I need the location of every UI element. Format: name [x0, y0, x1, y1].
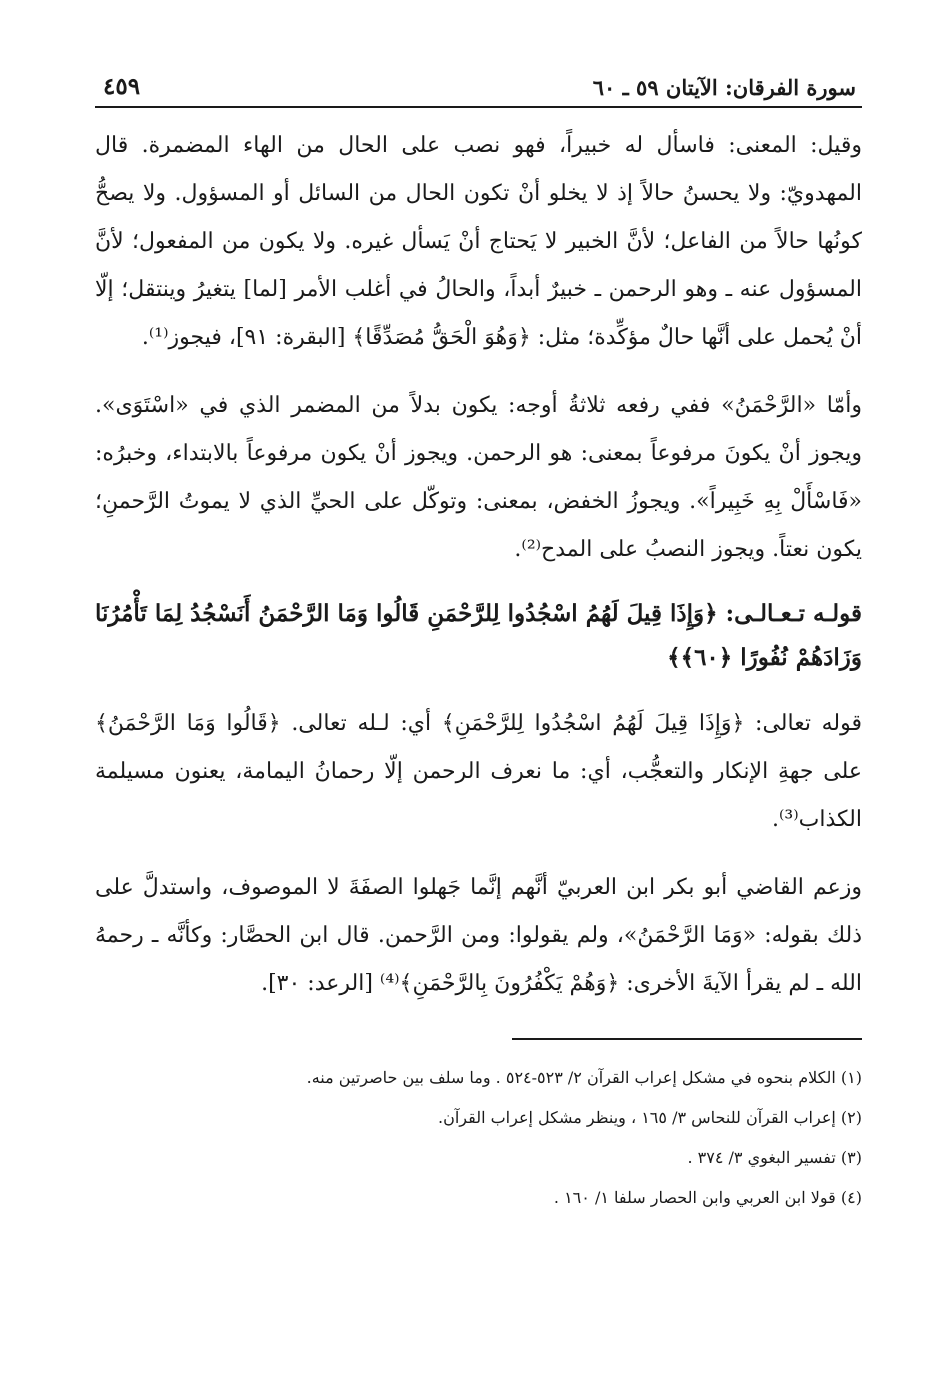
footnote-4: (٤) قولا ابن العربي وابن الحصار سلفا ١/ ١٦٠ . [553, 1188, 862, 1207]
paragraph-1: وقيل: المعنى: فاسأل له خبيراً، فهو نصب على الحال من الهاء المضمرة. قال المهدويّ: ولا يحسنُ حالاً إذ لا يخلو أنْ تكون الحال من السائل أو المسؤول. ولا يصحُّ كونُها حالاً من الفاعل؛ لأنَّ الخبير لا يَحتاج أنْ يَسأل غيره. ولا يكون من المفعول؛ لأنَّ المسؤول عنه ـ وهو الرحمن ـ خبيرٌ أبداً، والحالُ في أغلب الأمر [لما] يتغيرُ وينتقل؛ إلّا أنْ يُحمل على أنَّها حالٌ مؤكِّدة؛ مثل: ﴿وَهُوَ الْحَقُّ مُصَدِّقًا﴾ [البقرة: ٩١]، فيجوز⁽¹⁾. [95, 133, 862, 350]
verse-lead: قولـه تـعـالـى: [725, 600, 862, 627]
verse-heading [95, 592, 862, 680]
main-text [95, 122, 862, 1008]
footnotes [95, 1058, 862, 1218]
page-header [95, 60, 862, 108]
page-number: ٤٥٩ [103, 73, 141, 100]
paragraph-3: قوله تعالى: ﴿وَإِذَا قِيلَ لَهُمُ اسْجُدُوا لِلرَّحْمَنِ﴾ أي: لـله تعالى. ﴿قَالُوا وَمَا الرَّحْمَنُ﴾ على جهةِ الإنكار والتعجُّب، أي: ما نعرف الرحمن إلّا رحمانُ اليمامة، يعنون مسيلمة الكذاب⁽³⁾. [95, 711, 862, 832]
paragraph-2: وأمّا «الرَّحْمَنُ» ففي رفعه ثلاثةُ أوجه: يكون بدلاً من المضمر الذي في «اسْتَوَى». ويجوز أنْ يكونَ مرفوعاً بمعنى: هو الرحمن. ويجوز أنْ يكون مرفوعاً بالابتداء، وخبرُه: «فَاسْأَلْ بِهِ خَبِيراً». ويجوزُ الخفض، بمعنى: وتوكّل على الحيِّ الذي لا يموتُ الرَّحمنِ؛ يكون نعتاً. ويجوز النصبُ على المدح⁽²⁾. [95, 393, 862, 562]
footnote-1: (١) الكلام بنحوه في مشكل إعراب القرآن ٢/ ٥٢٣-٥٢٤ . وما سلف بين حاصرتين منه. [306, 1068, 862, 1087]
footnote-separator [512, 1038, 862, 1040]
footnote-3: (٣) تفسير البغوي ٣/ ٣٧٤ . [687, 1148, 862, 1167]
footnote-2: (٢) إعراب القرآن للنحاس ٣/ ١٦٥ ، وينظر مشكل إعراب القرآن. [438, 1108, 862, 1127]
running-title: سورة الفرقان: الآيتان ٥٩ ـ ٦٠ [592, 75, 856, 100]
verse-text: ﴿وَإِذَا قِيلَ لَهُمُ اسْجُدُوا لِلرَّحْمَنِ قَالُوا وَمَا الرَّحْمَنُ أَنَسْجُدُ لِمَا تَأْمُرُنَا وَزَادَهُمْ نُفُورًا ﴿٦٠﴾﴾ [95, 600, 862, 671]
paragraph-4: وزعم القاضي أبو بكر ابن العربيّ أنَّهم إنَّما جَهلوا الصفَةَ لا الموصوف، واستدلَّ على ذلك بقوله: «وَمَا الرَّحْمَنُ»، ولم يقولوا: ومن الرَّحمن. قال ابن الحصَّار: وكأنَّه ـ رحمهُ الله ـ لم يقرأ الآيةَ الأخرى: ﴿وَهُمْ يَكْفُرُونَ بِالرَّحْمَنِ﴾⁽⁴⁾ [الرعد: ٣٠]. [95, 875, 862, 996]
